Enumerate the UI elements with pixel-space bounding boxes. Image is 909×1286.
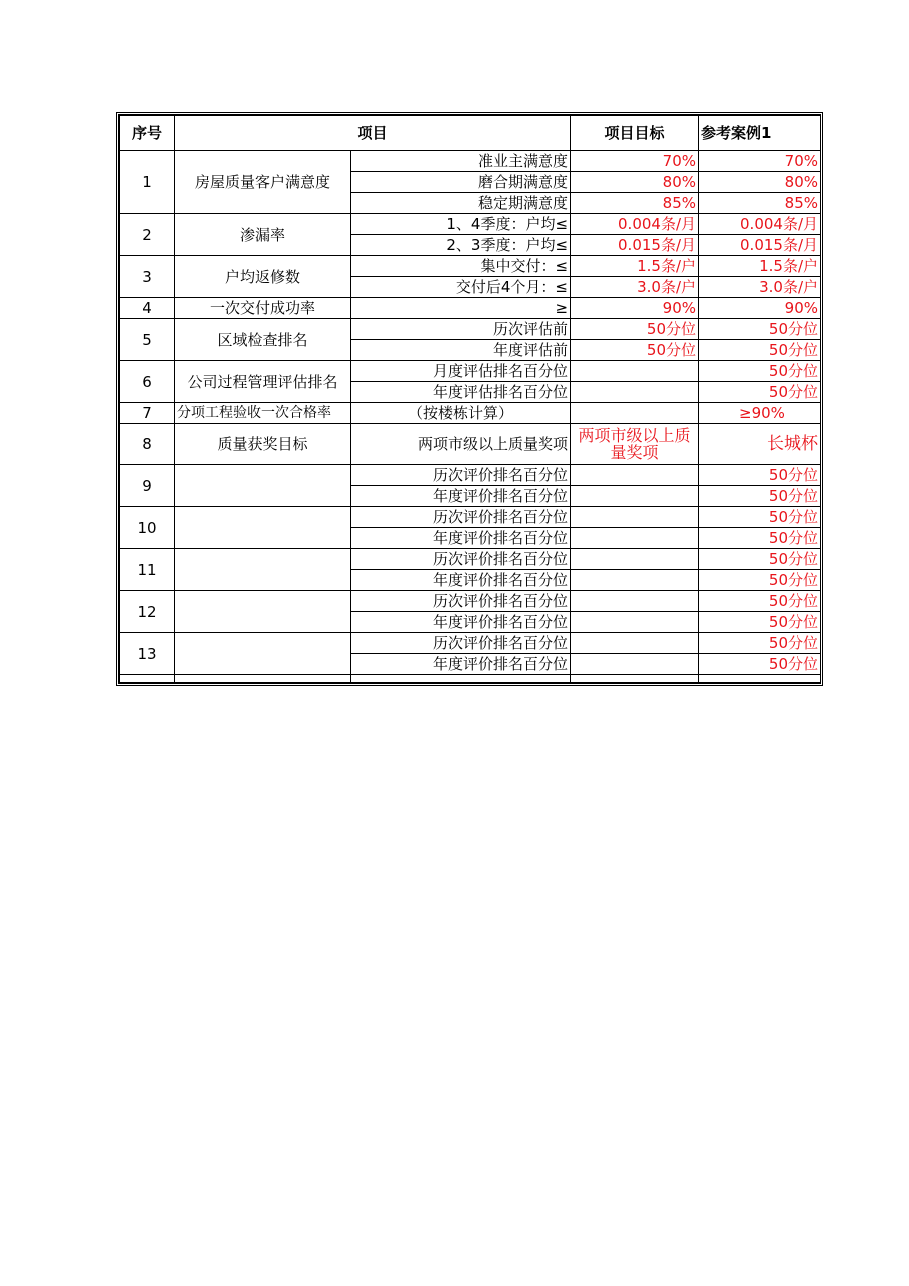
table-row [120,591,821,612]
row-item: 区域检查排名 [175,319,351,361]
sub-label: 历次评价排名百分位 [351,591,571,612]
row-no: 7 [120,403,175,424]
ref-value: ≥90% [699,403,821,424]
row-item [175,465,351,507]
sub-label: 稳定期满意度 [351,193,571,214]
sub-label: 历次评价排名百分位 [351,507,571,528]
ref-value: 50分位 [699,591,821,612]
row-item: 渗漏率 [175,214,351,256]
row-no: 2 [120,214,175,256]
empty-cell [351,675,571,683]
target-value: 0.015条/月 [571,235,699,256]
row-no: 10 [120,507,175,549]
ref-value: 50分位 [699,361,821,382]
table-row [120,361,821,382]
target-value [571,507,699,528]
table-row [120,465,821,486]
sub-label: 2、3季度：户均≤ [351,235,571,256]
sub-label: 两项市级以上质量奖项 [351,424,571,465]
target-value [571,612,699,633]
ref-value: 85% [699,193,821,214]
ref-value: 长城杯 [699,424,821,465]
table-row [120,151,821,172]
table-row [120,298,821,319]
ref-value: 50分位 [699,528,821,549]
table-row [120,319,821,340]
row-item: 分项工程验收一次合格率 [175,403,351,424]
sub-label: 历次评价排名百分位 [351,633,571,654]
row-no: 1 [120,151,175,214]
row-no: 12 [120,591,175,633]
target-value [571,549,699,570]
sub-label: 集中交付：≤ [351,256,571,277]
row-no: 11 [120,549,175,591]
sub-label: 准业主满意度 [351,151,571,172]
sub-label: 磨合期满意度 [351,172,571,193]
row-no: 9 [120,465,175,507]
row-no: 4 [120,298,175,319]
ref-value: 50分位 [699,465,821,486]
table-row [120,675,821,683]
sub-label: 年度评价排名百分位 [351,570,571,591]
ref-value: 3.0条/户 [699,277,821,298]
target-value [571,591,699,612]
table-row [120,256,821,277]
empty-cell [175,675,351,683]
ref-value: 50分位 [699,654,821,675]
row-item: 公司过程管理评估排名 [175,361,351,403]
sub-label: 历次评价排名百分位 [351,465,571,486]
ref-value: 50分位 [699,340,821,361]
row-item [175,549,351,591]
row-no: 3 [120,256,175,298]
ref-value: 50分位 [699,570,821,591]
target-value: 0.004条/月 [571,214,699,235]
header-item: 项目 [175,116,571,151]
empty-cell [571,675,699,683]
target-value: 85% [571,193,699,214]
row-no: 8 [120,424,175,465]
quality-target-table [116,112,823,686]
row-item: 房屋质量客户满意度 [175,151,351,214]
target-value: 80% [571,172,699,193]
target-value [571,633,699,654]
sub-label: 年度评价排名百分位 [351,654,571,675]
ref-value: 50分位 [699,633,821,654]
ref-value: 50分位 [699,486,821,507]
table-row [120,403,821,424]
row-no: 13 [120,633,175,675]
target-value: 50分位 [571,319,699,340]
ref-value: 50分位 [699,382,821,403]
target-value: 1.5条/户 [571,256,699,277]
target-value [571,528,699,549]
target-value [571,382,699,403]
sub-label: 1、4季度：户均≤ [351,214,571,235]
row-no: 5 [120,319,175,361]
ref-value: 80% [699,172,821,193]
row-item: 质量获奖目标 [175,424,351,465]
target-value: 两项市级以上质量奖项 [571,424,699,465]
row-item: 一次交付成功率 [175,298,351,319]
ref-value: 0.015条/月 [699,235,821,256]
empty-cell [699,675,821,683]
target-value [571,465,699,486]
target-value [571,403,699,424]
ref-value: 0.004条/月 [699,214,821,235]
sub-label: 年度评价排名百分位 [351,528,571,549]
header-no: 序号 [120,116,175,151]
header-ref: 参考案例1 [699,116,821,151]
target-value: 90% [571,298,699,319]
row-item [175,591,351,633]
ref-value: 50分位 [699,507,821,528]
sub-label: 年度评价排名百分位 [351,486,571,507]
ref-value: 1.5条/户 [699,256,821,277]
sub-label: 交付后4个月：≤ [351,277,571,298]
target-value [571,570,699,591]
table-row [120,549,821,570]
target-value: 50分位 [571,340,699,361]
target-value [571,486,699,507]
target-value [571,361,699,382]
table-row [120,214,821,235]
table-row [120,424,821,465]
ref-value: 90% [699,298,821,319]
sub-label: （按楼栋计算） [351,403,571,424]
sub-label: 月度评估排名百分位 [351,361,571,382]
sub-label: 历次评估前 [351,319,571,340]
sub-label: ≥ [351,298,571,319]
sub-label: 历次评价排名百分位 [351,549,571,570]
row-item [175,507,351,549]
header-row [120,116,821,151]
table-row [120,507,821,528]
empty-cell [120,675,175,683]
target-value: 3.0条/户 [571,277,699,298]
sub-label: 年度评估前 [351,340,571,361]
sub-label: 年度评价排名百分位 [351,612,571,633]
ref-value: 50分位 [699,549,821,570]
table-row [120,633,821,654]
row-no: 6 [120,361,175,403]
row-item [175,633,351,675]
ref-value: 50分位 [699,612,821,633]
row-item: 户均返修数 [175,256,351,298]
ref-value: 70% [699,151,821,172]
target-value: 70% [571,151,699,172]
header-target: 项目目标 [571,116,699,151]
ref-value: 50分位 [699,319,821,340]
sub-label: 年度评估排名百分位 [351,382,571,403]
target-value [571,654,699,675]
